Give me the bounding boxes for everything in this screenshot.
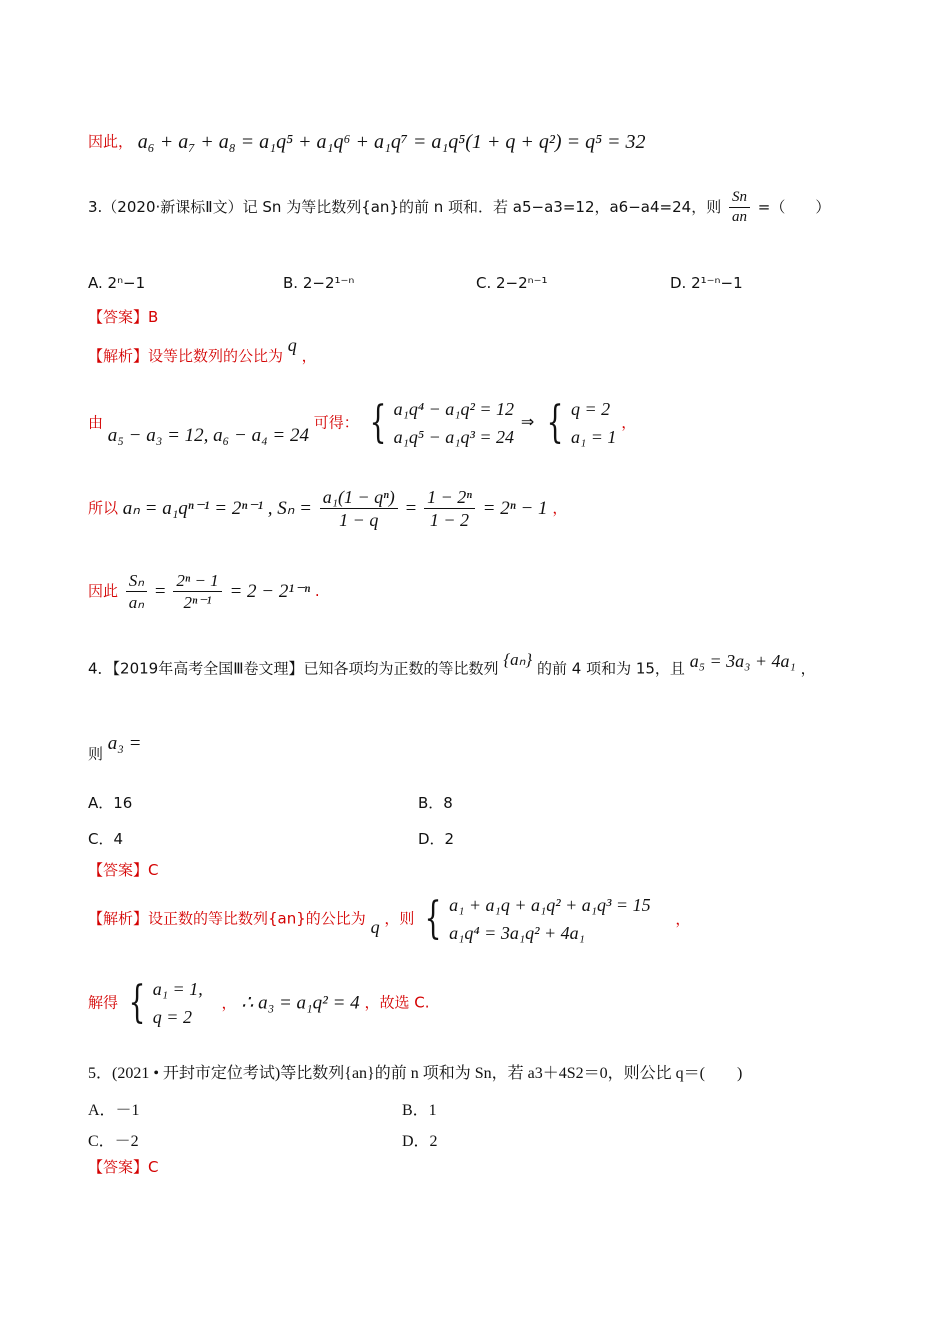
q3-hence-prefix: 因此 — [88, 582, 119, 600]
q3-stem-line — [88, 190, 830, 225]
q4-cond: a₅ = 3a₃ + 4a₁ — [689, 651, 796, 671]
q3-system-1-row2: a₁q⁵ − a₁q³ = 24 — [393, 427, 515, 447]
q3-so-formula: aₙ = a₁qⁿ⁻¹ = 2ⁿ⁻¹ , Sₙ = — [122, 498, 312, 519]
q3-so-frac-2 — [424, 488, 475, 529]
q4-seq: {aₙ} — [503, 649, 533, 669]
q3-hence-frac-1-num: Sₙ — [126, 572, 147, 592]
q3-hence-frac-1-den: aₙ — [128, 593, 145, 612]
q4-solve-line — [88, 977, 430, 1028]
q3-period: . — [314, 582, 320, 600]
q3-system-2-row2: a₁ = 1 — [571, 427, 617, 447]
q3-fraction-den: an — [731, 209, 747, 225]
q5-option-b: B．1 — [402, 1102, 437, 1119]
q4-stem-end: ， — [800, 659, 816, 678]
q4-then-formula: a₃ = — [107, 733, 142, 754]
q3-analysis-var: q — [287, 335, 297, 355]
q3-hence-frac-1 — [126, 572, 147, 611]
q3-analysis-prefix: 【解析】设等比数列的公比为 — [88, 347, 284, 365]
top-line-formula: a₆ + a₇ + a₈ = a₁q⁵ + a₁q⁶ + a₁q⁷ = a₁q⁵(1 + q + q²) = q⁵ = 32 — [137, 131, 646, 153]
q5-option-d: D．2 — [402, 1133, 438, 1150]
q3-so-frac-1-den: 1 − q — [339, 510, 379, 530]
q3-hence-frac-2-num: 2ⁿ − 1 — [173, 572, 221, 592]
q4-solve-row1: a₁ = 1, — [152, 979, 203, 999]
q4-option-a: A．16 — [88, 794, 133, 812]
q4-stem-line — [88, 649, 816, 678]
q5-stem: 5．(2021 • 开封市定位考试)等比数列{an}的前 n 项和为 Sn，若 a3＋4S2＝0，则公比 q＝( ) — [88, 1065, 743, 1082]
q3-analysis-line — [88, 335, 317, 365]
brace-symbol: { — [424, 893, 442, 944]
q4-analysis-line — [88, 893, 691, 944]
q3-hence-tail: = 2 − 2¹⁻ⁿ — [229, 581, 311, 602]
q3-from-cond: a₅ − a₃ = 12, a₆ − a₄ = 24 — [107, 424, 310, 446]
brace-symbol: { — [369, 397, 386, 448]
q3-from-prefix: 由 — [88, 413, 104, 432]
q4-option-d: D．2 — [418, 830, 455, 848]
q4-then: 则 — [88, 745, 104, 763]
q3-hence-frac-2-den: 2ⁿ⁻¹ — [183, 593, 212, 612]
q3-so-frac-1 — [320, 488, 398, 529]
q3-stem-tail: =（ ） — [757, 198, 831, 216]
brace-symbol: { — [546, 397, 564, 448]
q5-answer: 【答案】C — [88, 1158, 159, 1176]
equals-symbol: = — [405, 498, 417, 519]
q4-option-b: B．8 — [418, 794, 453, 812]
q3-hence-line — [88, 572, 320, 611]
q3-so-line — [88, 488, 567, 529]
q4-solve-formula: ∴ a₃ = a₁q² = 4 — [241, 992, 360, 1014]
q5-option-c: C．－2 — [88, 1133, 139, 1150]
q3-comma-1: ， — [621, 413, 637, 432]
q3-so-frac-2-den: 1 − 2 — [429, 510, 470, 530]
q4-solve-tail: ，故选 C. — [364, 993, 430, 1012]
q4-stem-mid: 的前 4 项和为 15，且 — [537, 659, 685, 678]
top-line — [88, 132, 646, 152]
q3-can-get: 可得： — [313, 413, 359, 432]
implies-symbol: ⇒ — [520, 414, 535, 431]
q3-stem: 3.（2020·新课标Ⅱ文）记 Sn 为等比数列{an}的前 n 项和．若 a5−a3=12，a6−a4=24，则 — [88, 198, 722, 216]
q4-comma: ， — [675, 909, 691, 928]
q4-analysis-var: q — [370, 917, 380, 937]
q4-system — [419, 893, 651, 944]
top-line-prefix: 因此， — [88, 132, 134, 151]
q4-solve-system — [123, 977, 203, 1028]
q3-system-1-row1: a₁q⁴ − a₁q² = 12 — [393, 399, 515, 419]
q3-so-prefix: 所以 — [88, 499, 119, 517]
q3-fraction-num: Sn — [729, 190, 750, 208]
q4-solve-comma: ， — [221, 993, 237, 1012]
q4-stem: 4．【2019年高考全国Ⅲ卷文理】已知各项均为正数的等比数列 — [88, 659, 499, 678]
brace-symbol: { — [128, 977, 146, 1028]
q4-solve-row2: q = 2 — [152, 1007, 192, 1027]
q3-from-line — [88, 397, 637, 448]
q3-fraction — [729, 190, 750, 225]
q4-system-row2: a₁q⁴ = 3a₁q² + 4a₁ — [449, 923, 585, 943]
q3-option-d: D. 2¹⁻ⁿ−1 — [670, 274, 743, 292]
q3-answer: 【答案】B — [88, 308, 159, 326]
q3-comma-2: ， — [552, 499, 568, 517]
q3-analysis-suffix: ， — [301, 347, 317, 365]
equals-symbol: = — [154, 581, 166, 602]
q5-option-a: A．－1 — [88, 1102, 140, 1119]
q3-system-2-row1: q = 2 — [571, 399, 611, 419]
q4-answer: 【答案】C — [88, 861, 159, 879]
q4-then-line — [88, 733, 142, 763]
q3-option-a: A. 2ⁿ−1 — [88, 274, 146, 292]
q3-so-frac-2-num: 1 − 2ⁿ — [424, 488, 475, 509]
q3-system-2 — [541, 397, 617, 448]
q3-system-1 — [364, 397, 515, 448]
q4-system-row1: a₁ + a₁q + a₁q² + a₁q³ = 15 — [449, 895, 651, 915]
q3-so-frac-1-num: a₁(1 − qⁿ) — [320, 488, 398, 509]
q3-hence-frac-2 — [173, 572, 221, 611]
q4-analysis-then: ，则 — [384, 909, 415, 928]
q3-so-tail: = 2ⁿ − 1 — [482, 498, 548, 519]
q4-solve-prefix: 解得 — [88, 993, 119, 1012]
q3-option-b: B. 2−2¹⁻ⁿ — [283, 274, 355, 292]
q4-analysis-prefix: 【解析】设正数的等比数列{an}的公比为 — [88, 909, 366, 928]
q3-option-c: C. 2−2ⁿ⁻¹ — [476, 274, 548, 292]
q4-option-c: C．4 — [88, 830, 124, 848]
